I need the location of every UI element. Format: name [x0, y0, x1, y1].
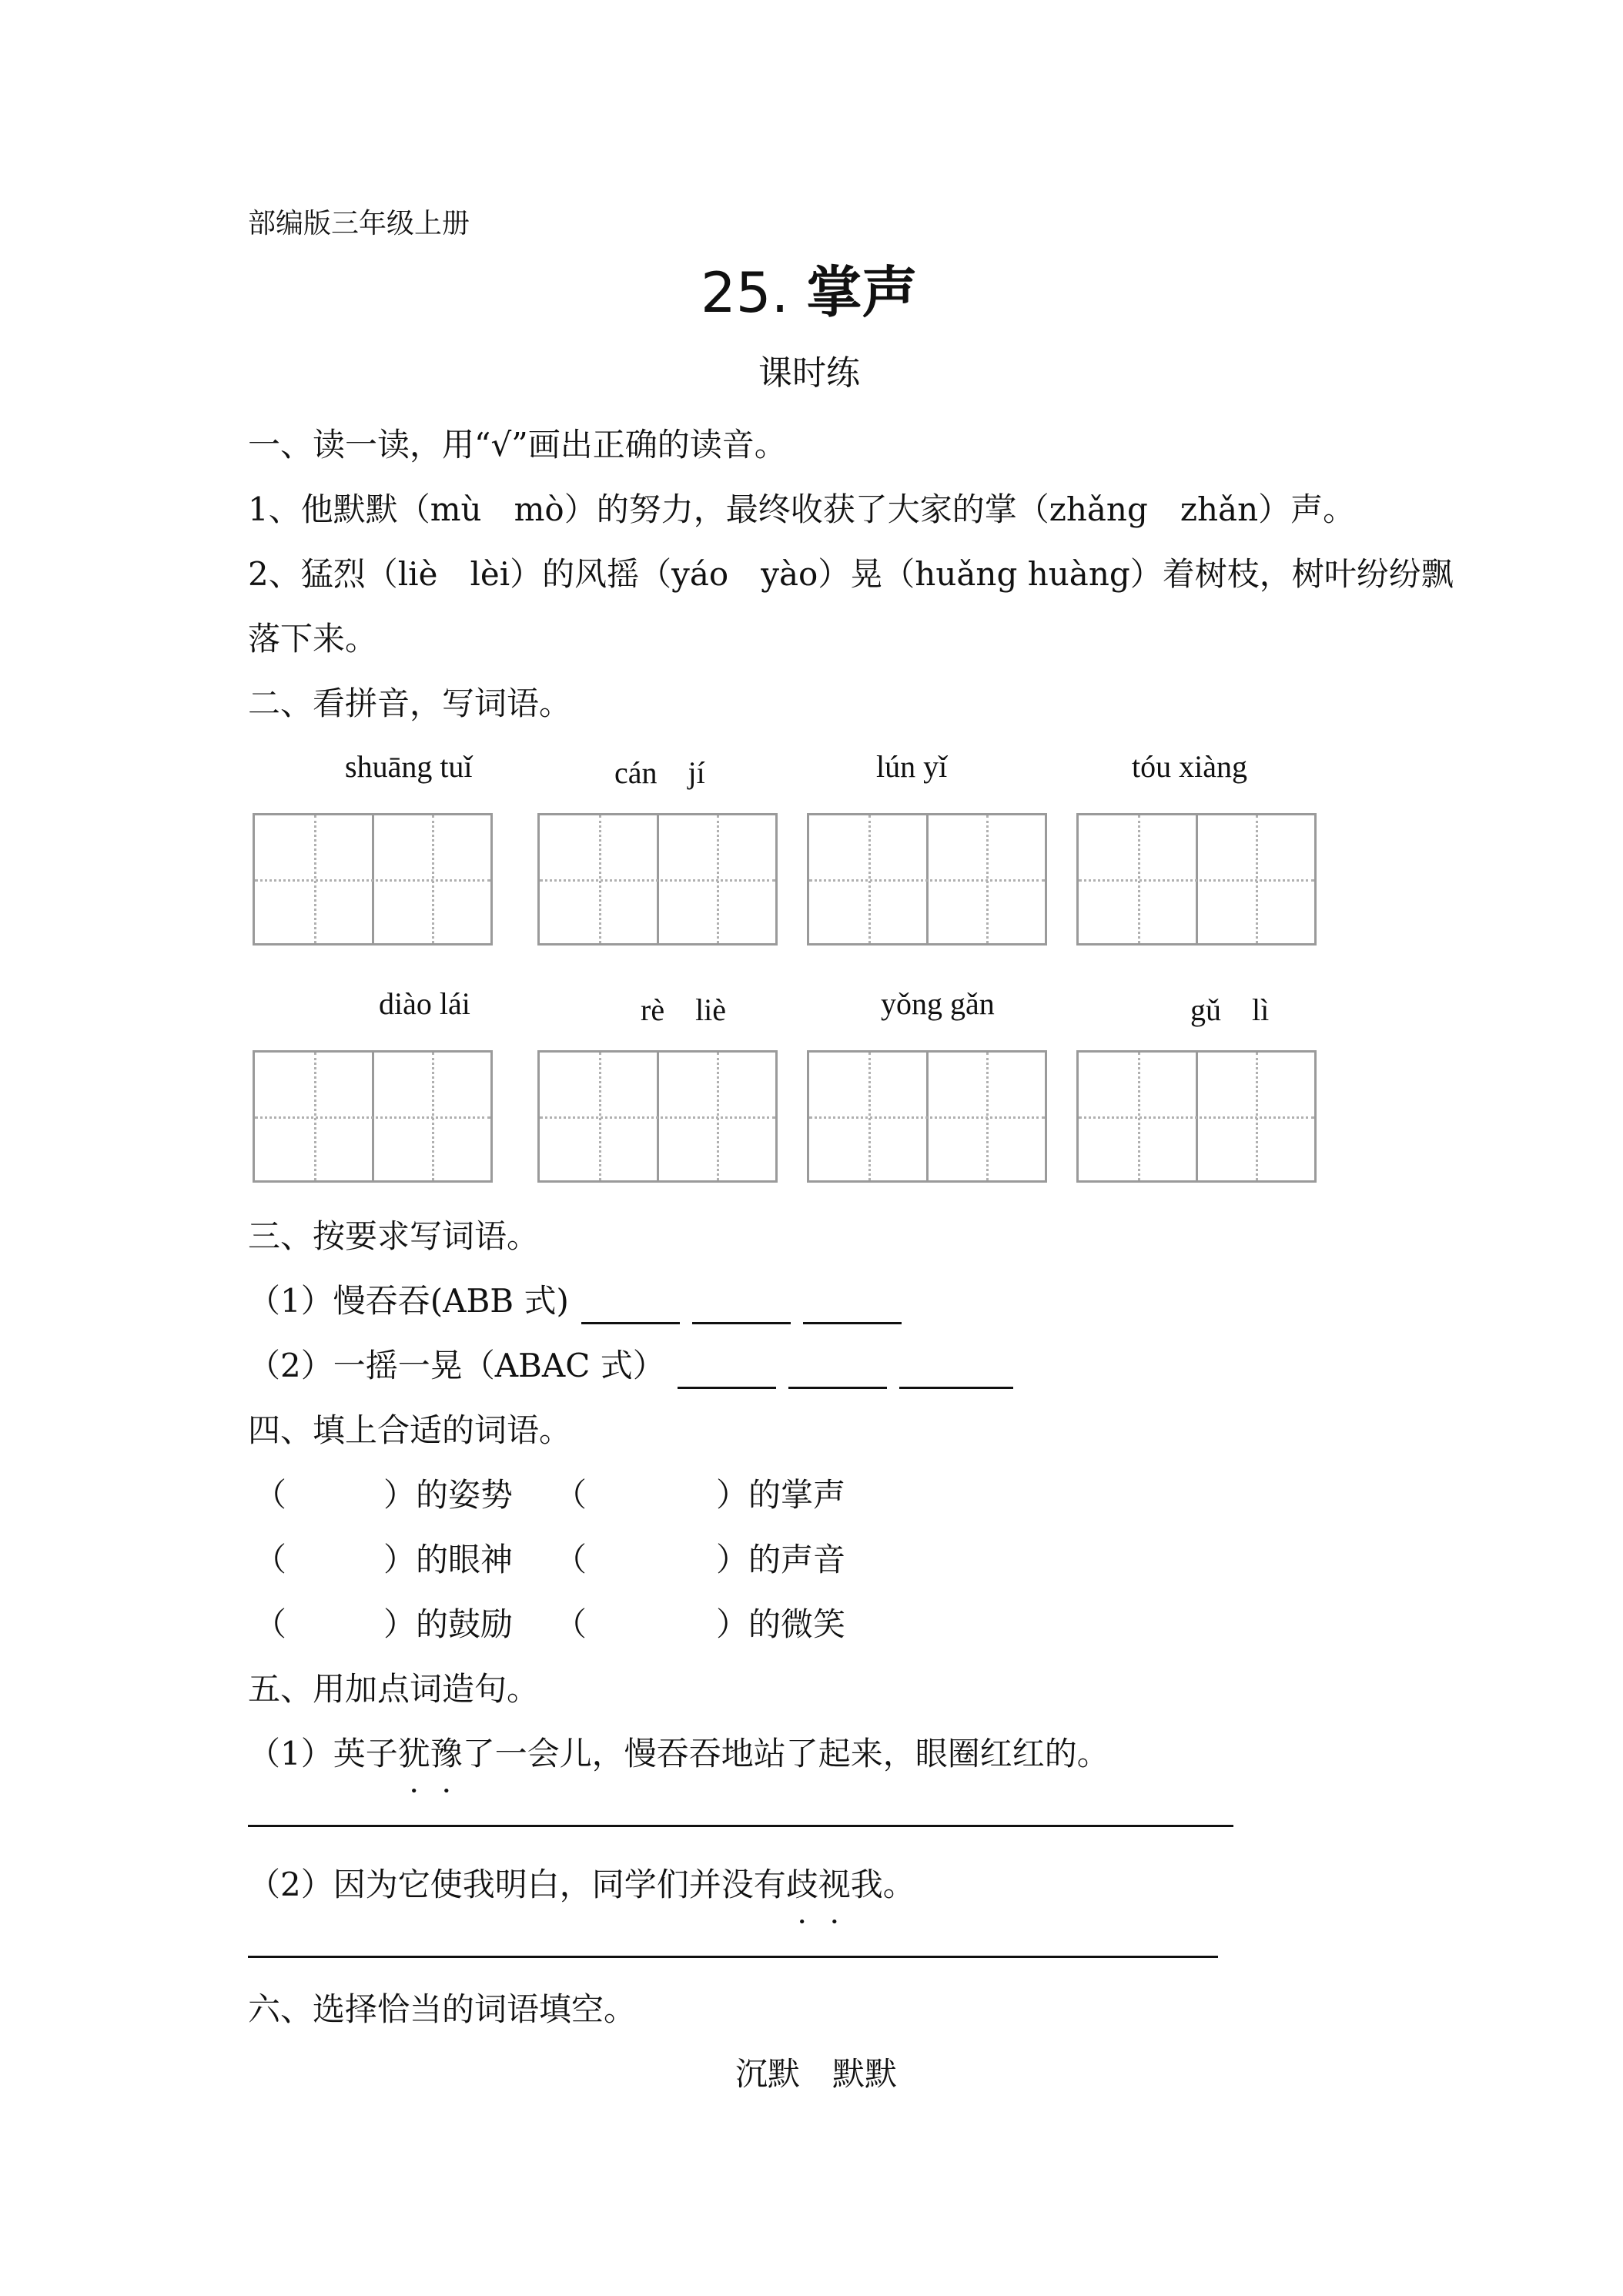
pinyin-label: gǔ lì: [1190, 992, 1270, 1027]
answer-blank[interactable]: [692, 1288, 791, 1324]
q1-text: 了一会儿，慢吞吞地站了起来，眼圈红红的。: [462, 1735, 1109, 1772]
fill-item[interactable]: （ ）的微笑: [554, 1605, 846, 1643]
answer-blank[interactable]: [803, 1288, 902, 1324]
answer-blank[interactable]: [678, 1353, 776, 1389]
dotted-char: 犹: [397, 1735, 430, 1772]
pinyin-label: tóu xiàng: [1132, 749, 1247, 784]
pinyin-label: rè liè: [641, 992, 727, 1027]
edition-label: 部编版三年级上册: [248, 208, 470, 239]
section1-q1: 1、他默默（mù mò）的努力，最终收获了大家的掌（zhǎng zhǎn）声。: [248, 490, 1356, 528]
writing-grid[interactable]: [537, 813, 778, 946]
section3-heading: 三、按要求写词语。: [248, 1217, 540, 1255]
section3-q1-text: （1）慢吞吞(ABB 式): [248, 1282, 569, 1320]
fill-item[interactable]: （ ）的眼神: [254, 1541, 514, 1578]
fill-item[interactable]: （ ）的姿势: [254, 1476, 514, 1514]
lesson-number: 25.: [701, 260, 789, 325]
section5-q2: [248, 1862, 915, 1908]
fill-item[interactable]: （ ）的鼓励: [254, 1605, 514, 1643]
section1-heading: 一、读一读，用“√”画出正确的读音。: [248, 426, 787, 464]
q2-text: 我。: [850, 1866, 915, 1903]
section5-heading: 五、用加点词造句。: [248, 1670, 540, 1708]
answer-blank[interactable]: [899, 1353, 1013, 1389]
fill-item[interactable]: （ ）的掌声: [554, 1476, 846, 1514]
q1-text: （1）英子: [248, 1735, 398, 1772]
page-title: [701, 248, 917, 328]
section3-q2: [248, 1343, 1013, 1389]
dotted-char: 豫: [430, 1735, 463, 1772]
pinyin-label: diào lái: [379, 986, 470, 1021]
section3-q1: [248, 1278, 902, 1324]
dotted-char: 视: [818, 1866, 851, 1903]
section4-heading: 四、填上合适的词语。: [248, 1411, 572, 1449]
section6-heading: 六、选择恰当的词语填空。: [248, 1990, 637, 2028]
pinyin-label: lún yǐ: [876, 749, 948, 784]
answer-blank[interactable]: [788, 1353, 887, 1389]
fill-item[interactable]: （ ）的声音: [554, 1541, 846, 1578]
pinyin-label: shuāng tuǐ: [345, 749, 473, 784]
pinyin-label: cán jí: [614, 755, 705, 790]
writing-grid[interactable]: [807, 1050, 1047, 1183]
q2-text: （2）因为它使我明白，同学们并没有: [248, 1866, 786, 1903]
section5-q1: [248, 1731, 1109, 1777]
section1-q2-line2: 落下来。: [248, 620, 378, 658]
lesson-name: 掌声: [806, 260, 918, 325]
answer-blank[interactable]: [581, 1288, 680, 1324]
dotted-char: 歧: [785, 1866, 818, 1903]
writing-grid[interactable]: [537, 1050, 778, 1183]
answer-line[interactable]: [248, 1956, 1218, 1958]
section1-q2-line1: 2、猛烈（liè lèi）的风摇（yáo yào）晃（huǎng huàng）着树枝，树叶纷纷飘: [248, 555, 1454, 593]
section3-q2-text: （2）一摇一晃（ABAC 式）: [248, 1347, 665, 1384]
answer-line[interactable]: [248, 1825, 1233, 1827]
writing-grid[interactable]: [253, 813, 493, 946]
word-choices: 沉默 默默: [735, 2055, 898, 2093]
writing-grid[interactable]: [253, 1050, 493, 1183]
pinyin-label: yǒng gǎn: [881, 986, 995, 1021]
section2-heading: 二、看拼音，写词语。: [248, 684, 572, 722]
writing-grid[interactable]: [1076, 813, 1317, 946]
subtitle: 课时练: [758, 353, 860, 393]
writing-grid[interactable]: [1076, 1050, 1317, 1183]
writing-grid[interactable]: [807, 813, 1047, 946]
